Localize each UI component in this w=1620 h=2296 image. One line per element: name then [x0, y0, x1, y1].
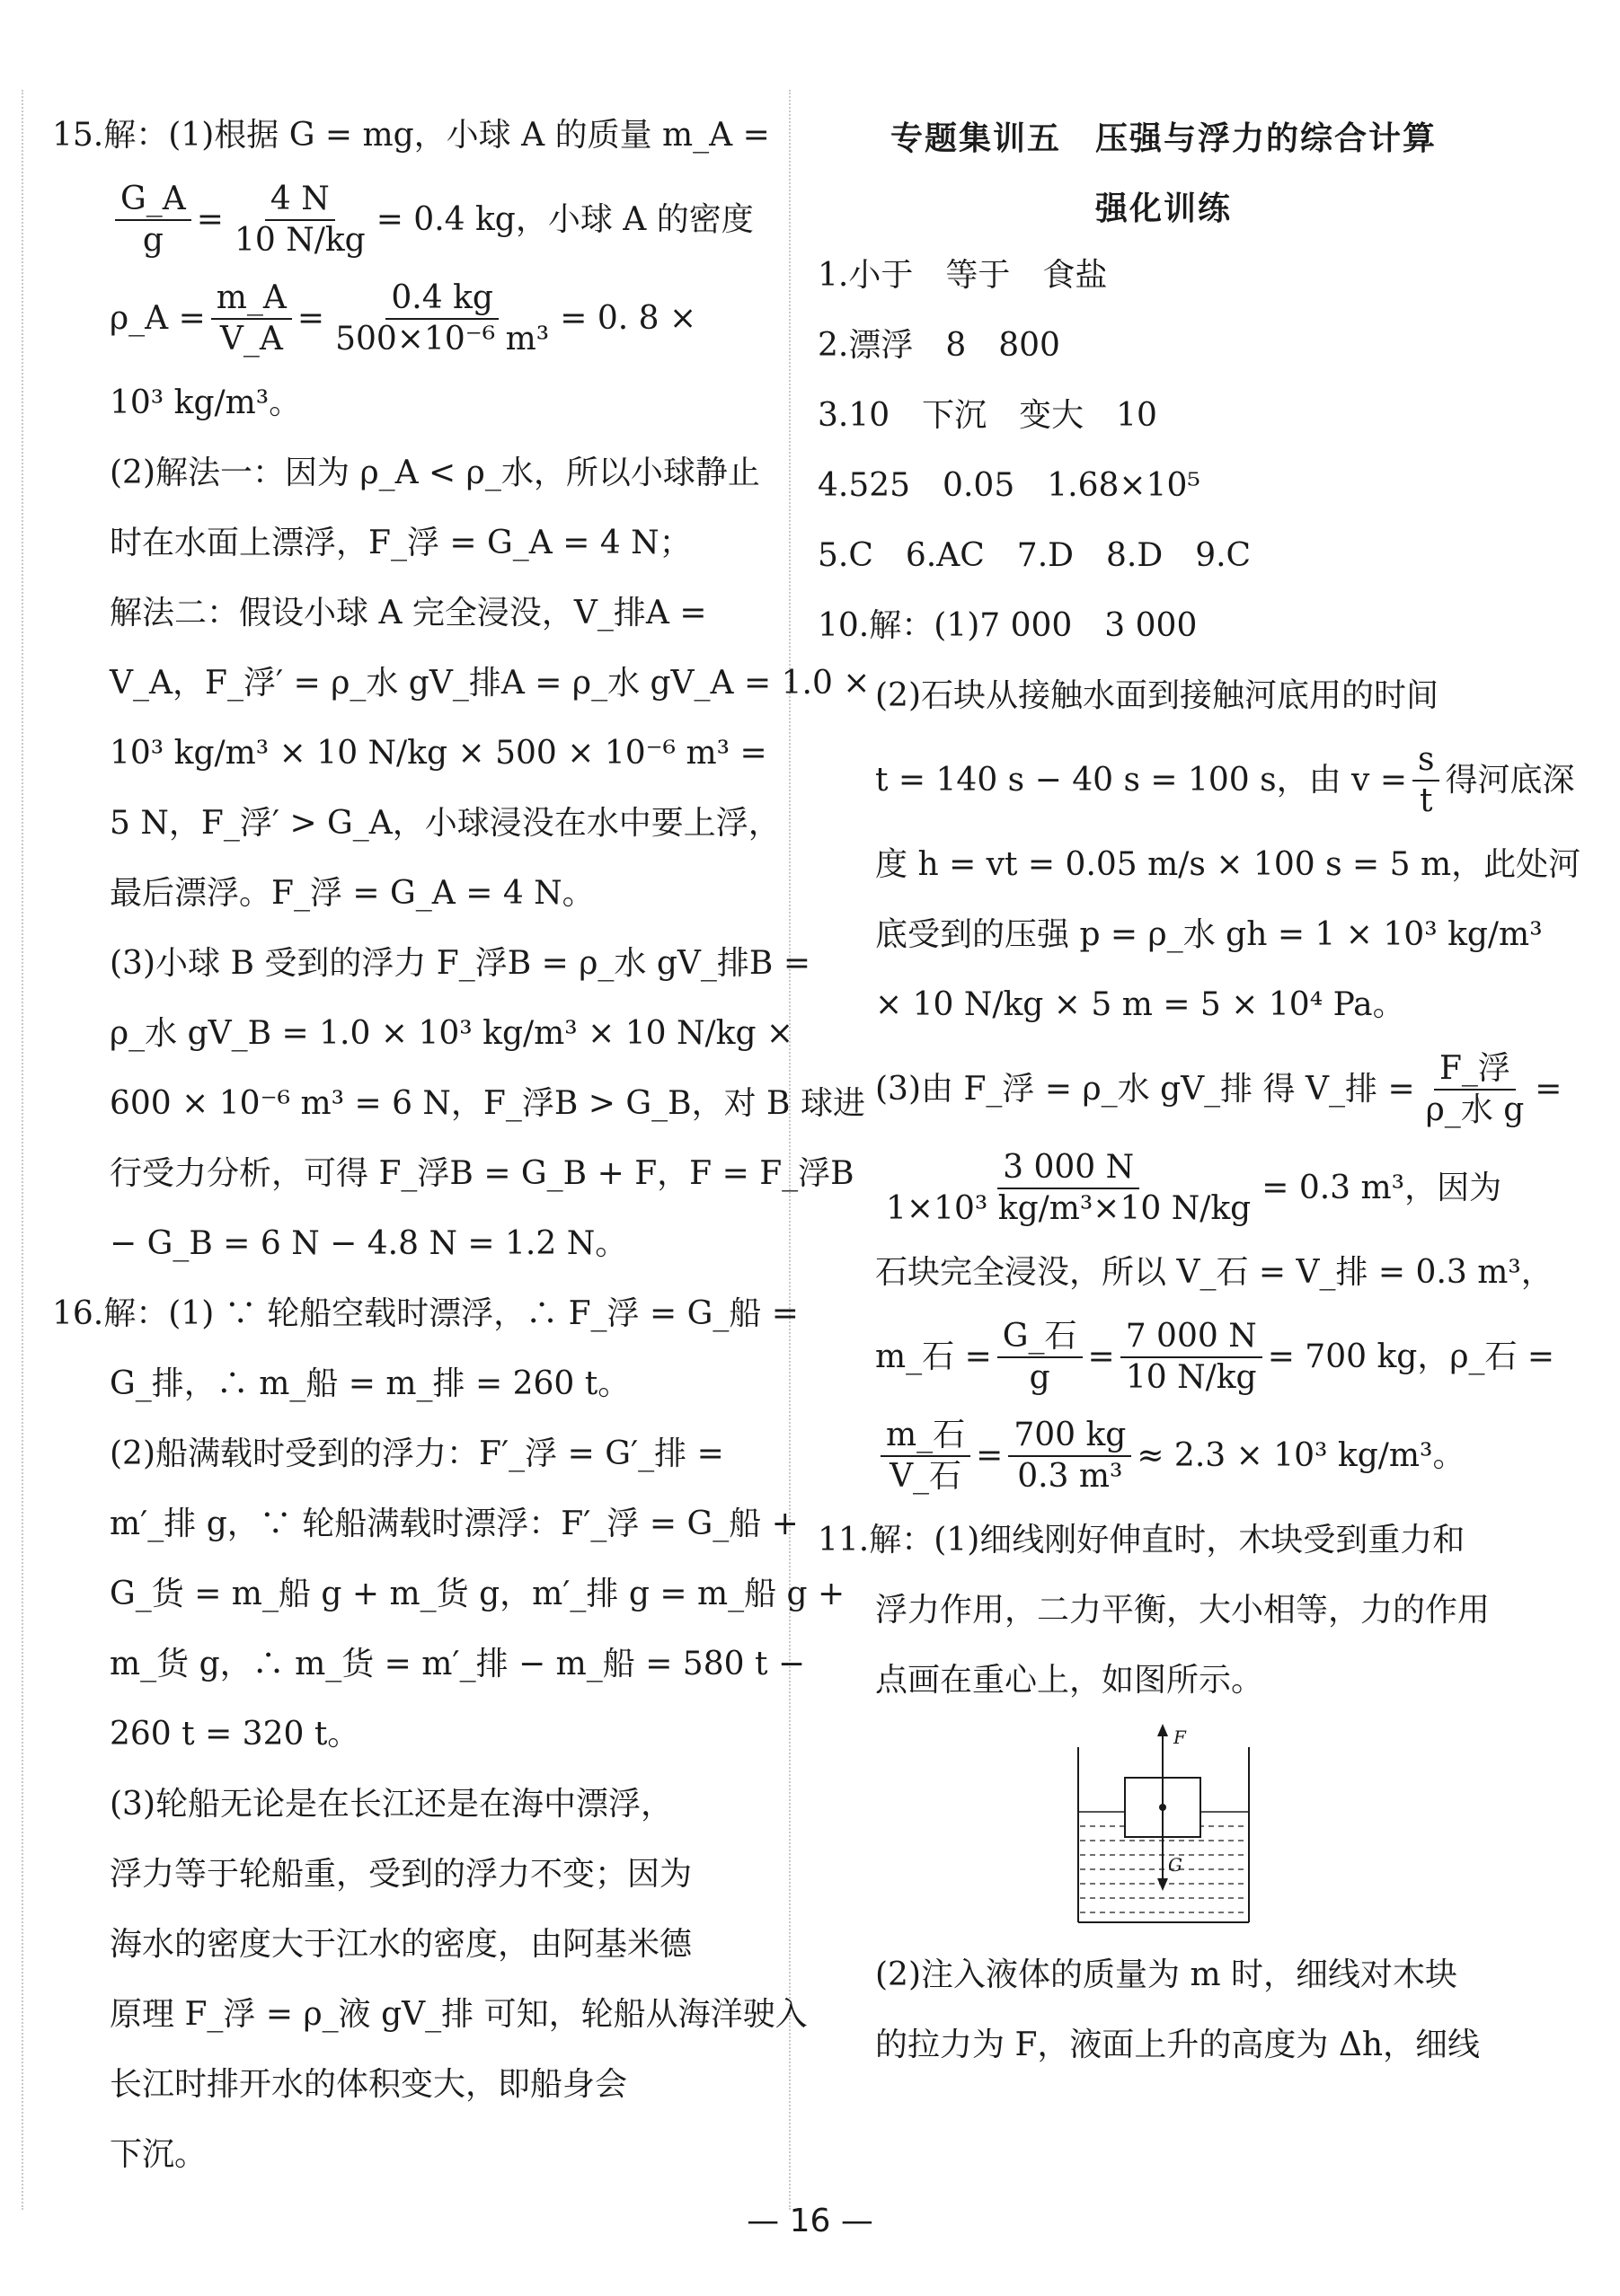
q16-line-3: (2)船满载时受到的浮力：F′_浮 = G′_排 =	[110, 1435, 724, 1472]
q16-line-6: m_货 g，∴ m_货 = m′_排 − m_船 = 580 t −	[110, 1646, 806, 1682]
left-margin-line	[22, 90, 23, 2210]
q16-line-12: 长江时排开水的体积变大，即船身会	[110, 2066, 628, 2103]
q15-line-2: $\frac{G\_A}{g}$ = $\frac{4 N}{10 N/kg}$ = 0.4 kg，小球 A 的密度	[52, 171, 744, 269]
q16-line-8: (3)轮船无论是在长江还是在海中漂浮，	[110, 1786, 673, 1823]
q15-line-10: 5 N，F_浮′ > G_A，小球浸没在水中要上浮，	[110, 805, 781, 842]
q15-line-8: V_A，F_浮′ = ρ_水 gV_排A = ρ_水 gV_A = 1.0 ×	[110, 665, 871, 702]
q15-line-3: ρ_A = $\frac{m\_A}{V\_A}$ = $\frac{0.4 kg}{\text{500×10⁻⁶ m³}}$ = 0. 8 ×	[110, 279, 697, 358]
q11-line-3: 点画在重心上，如图所示。	[875, 1662, 1264, 1699]
q11-line-5: 的拉力为 F，液面上升的高度为 Δh，细线	[875, 2027, 1481, 2063]
fraction: $\frac{m\_A}{V\_A}$	[211, 280, 292, 357]
q16-line-5: G_货 = m_船 g + m_货 g，m′_排 g = m_船 g +	[110, 1576, 845, 1612]
answer-4: 4.525 0.05 1.68×10⁵	[818, 467, 1200, 504]
q10-line-6: × 10 N/kg × 5 m = 5 × 10⁴ Pa。	[875, 986, 1405, 1023]
q10-line-4: 度 h = vt = 0.05 m/s × 100 s = 5 m，此处河	[875, 846, 1581, 883]
force-diagram-svg	[1060, 1720, 1267, 1936]
answer-1: 1.小于 等于 食盐	[818, 257, 1108, 294]
gravity-arrowhead	[1157, 1878, 1168, 1891]
q15-line-15: 行受力分析，可得 F_浮B = G_B + F，F = F_浮B	[110, 1155, 854, 1192]
q15-line-9: 10³ kg/m³ × 10 N/kg × 500 × 10⁻⁶ m³ =	[110, 735, 767, 772]
q10-line-7: (3)由 F_浮 = ρ_水 gV_排 得 V_排 = $\frac{\text{F\_浮}}{\text{ρ\_水 g}}$ =	[875, 1050, 1562, 1128]
q10-line-9: 石块完全浸没，所以 V_石 = V_排 = 0.3 m³，	[875, 1254, 1554, 1291]
q11-line-1: 11.解：(1)细线刚好伸直时，木块受到重力和	[818, 1522, 1465, 1559]
q10-line-8: $\frac{3 000 N}{\text{1×10³ kg/m³×10 N/kg}}$ = 0.3 m³，因为	[818, 1139, 1509, 1238]
q16-line-9: 浮力等于轮船重，受到的浮力不变；因为	[110, 1856, 693, 1893]
q16-line-2: G_排，∴ m_船 = m_排 = 260 t。	[110, 1365, 631, 1402]
page-number: — 16 —	[747, 2203, 873, 2239]
left-column	[52, 101, 871, 2190]
fraction: $\frac{700 kg}{\text{0.3 m³}}$	[1008, 1417, 1131, 1494]
force-label-G: G	[1168, 1854, 1182, 1876]
q15-line-13: ρ_水 gV_B = 1.0 × 10³ kg/m³ × 10 N/kg ×	[110, 1015, 794, 1052]
q11-line-4: (2)注入液体的质量为 m 时，细线对木块	[875, 1956, 1458, 1993]
q10-line-5: 底受到的压强 p = ρ_水 gh = 1 × 10³ kg/m³	[875, 916, 1543, 953]
q10-line-2: (2)石块从接触水面到接触河底用的时间	[875, 677, 1439, 714]
q16-line-1: 16.解：(1) ∵ 轮船空载时漂浮，∴ F_浮 = G_船 =	[52, 1295, 799, 1332]
q15-line-4: 10³ kg/m³。	[110, 384, 302, 421]
q15-line-16: − G_B = 6 N − 4.8 N = 1.2 N。	[110, 1225, 628, 1262]
q15-line-6: 时在水面上漂浮，F_浮 = G_A = 4 N；	[110, 525, 692, 561]
fraction: $\frac{0.4 kg}{\text{500×10⁻⁶ m³}}$	[335, 279, 550, 358]
fraction: $\frac{\text{G\_石}}{g}$	[997, 1319, 1083, 1395]
q10-line-3: t = 140 s − 40 s = 100 s，由 v = $\frac{s}{t}$ 得河底深	[875, 741, 1575, 819]
q10-line-11: $\frac{\text{m\_石}}{\text{V\_石}}$ = $\frac{700 kg}{\text{0.3 m³}}$ ≈ 2.3 × 10³ kg/m³。	[818, 1407, 1509, 1506]
q15-line-14: 600 × 10⁻⁶ m³ = 6 N，F_浮B > G_B，对 B 球进	[110, 1085, 865, 1122]
fraction: $\frac{\text{F\_浮}}{\text{ρ\_水 g}}$	[1425, 1050, 1525, 1128]
q16-line-4: m′_排 g，∵ 轮船满载时漂浮：F′_浮 = G_船 +	[110, 1506, 799, 1542]
q15-line-11: 最后漂浮。F_浮 = G_A = 4 N。	[110, 875, 595, 912]
q15-line-12: (3)小球 B 受到的浮力 F_浮B = ρ_水 gV_排B =	[110, 945, 810, 982]
q15-line-5: (2)解法一：因为 ρ_A < ρ_水，所以小球静止	[110, 455, 760, 491]
q16-line-11: 原理 F_浮 = ρ_液 gV_排 可知，轮船从海洋驶入	[110, 1996, 808, 2033]
answer-5-9: 5.C 6.AC 7.D 8.D 9.C	[818, 537, 1252, 574]
q10-line-1: 10.解：(1)7 000 3 000	[818, 607, 1198, 644]
fraction: $\frac{4 N}{10 N/kg}$	[234, 181, 366, 259]
fraction: $\frac{7 000 N}{10 N/kg}$	[1120, 1319, 1262, 1395]
section-subtitle: 强化训练	[1094, 190, 1232, 227]
force-label-F: F	[1173, 1726, 1186, 1748]
fraction: $\frac{3 000 N}{\text{1×10³ kg/m³×10 N/kg}}$	[886, 1149, 1252, 1227]
q16-line-10: 海水的密度大于江水的密度，由阿基米德	[110, 1926, 693, 1963]
answer-3: 3.10 下沉 变大 10	[818, 397, 1157, 434]
buoyancy-arrowhead	[1157, 1724, 1168, 1736]
right-column	[818, 101, 1581, 2080]
fraction: $\frac{\text{m\_石}}{\text{V\_石}}$	[881, 1417, 970, 1494]
q15-line-1: 15.解：(1)根据 G = mg，小球 A 的质量 m_A =	[52, 117, 770, 154]
force-diagram	[818, 1716, 1509, 1940]
q10-line-10: m_石 = $\frac{\text{G\_石}}{g}$ = $\frac{7 000 N}{10 N/kg}$ = 700 kg，ρ_石 =	[875, 1318, 1555, 1396]
q15-line-7: 解法二：假设小球 A 完全浸没，V_排A =	[110, 595, 707, 631]
q11-line-2: 浮力作用，二力平衡，大小相等，力的作用	[875, 1592, 1491, 1629]
answer-2: 2.漂浮 8 800	[818, 327, 1060, 364]
q16-line-13: 下沉。	[110, 2136, 208, 2173]
q16-line-7: 260 t = 320 t。	[110, 1716, 360, 1753]
fraction: $\frac{s}{t}$	[1412, 742, 1439, 818]
section-title: 专题集训五 压强与浮力的综合计算	[890, 119, 1437, 157]
fraction: $\frac{G\_A}{g}$	[115, 181, 191, 258]
column-divider	[789, 90, 791, 2210]
